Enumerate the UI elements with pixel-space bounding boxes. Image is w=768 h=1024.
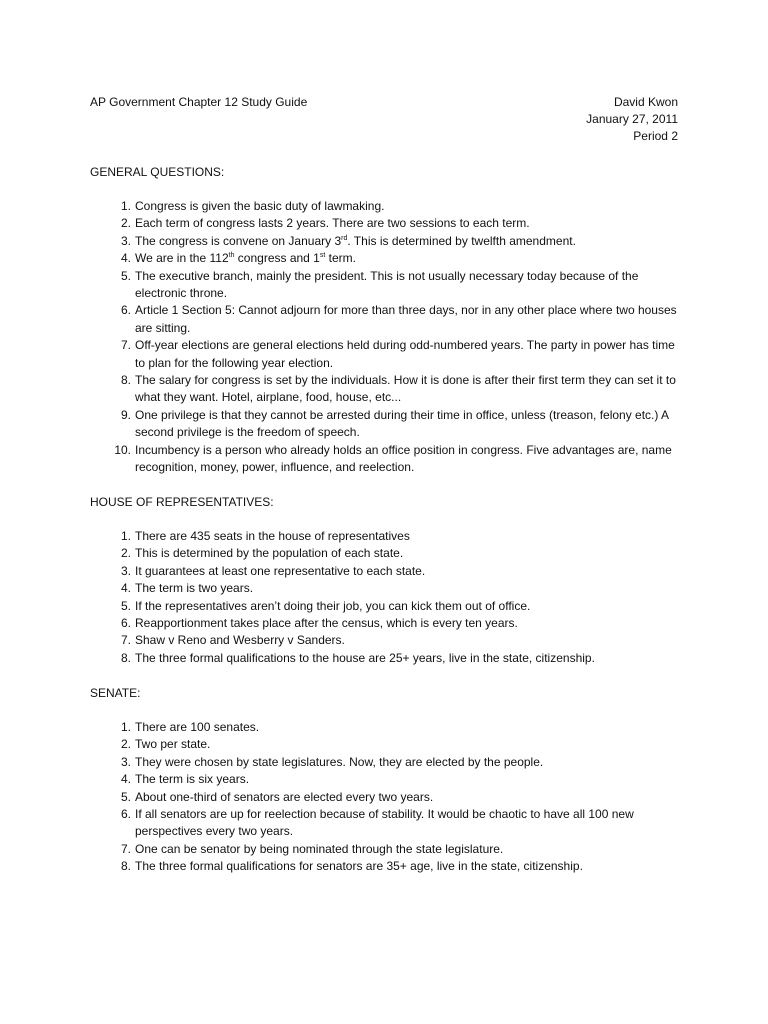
list-item-text: If the representatives aren’t doing their job, you can kick them out of office. <box>135 598 531 613</box>
list-item <box>90 233 678 250</box>
list-item-text <box>135 250 678 267</box>
section-heading: HOUSE OF REPRESENTATIVES: <box>90 495 274 509</box>
general-questions-list <box>90 198 678 477</box>
list-item-text: Incumbency is a person who already holds an office position in congress. Five advantages are, name recognition, money, power, influence, and reelection. <box>135 442 672 475</box>
list-item-number: 9. <box>120 407 131 422</box>
list-item-text: Congress is given the basic duty of lawmaking. <box>135 199 385 213</box>
list-item-number: 5. <box>120 598 131 613</box>
text-fragment: . This is determined by twelfth amendment. <box>347 233 576 248</box>
list-item-number: 2. <box>120 546 131 561</box>
list-item-number: 7. <box>120 841 131 856</box>
list-item-text: The three formal qualifications for senators are 35+ age, live in the state, citizenship. <box>135 859 583 874</box>
text-fragment: The congress is convene on January 3 <box>135 233 342 248</box>
list-item-text: About one-third of senators are elected every two years. <box>135 789 434 804</box>
list-item-text: The three formal qualifications to the house are 25+ years, live in the state, citizenship. <box>135 650 595 665</box>
list-item-number: 8. <box>120 650 131 665</box>
list-item-text: The executive branch, mainly the president. This is not usually necessary today because of the electronic throne. <box>135 268 639 301</box>
senate-list <box>90 719 678 876</box>
list-item <box>90 771 678 788</box>
list-item <box>90 858 678 875</box>
text-fragment: term. <box>325 251 356 266</box>
list-item <box>90 580 678 597</box>
list-item <box>90 598 678 615</box>
list-item <box>90 719 678 736</box>
list-item <box>90 650 678 667</box>
list-item <box>90 841 678 858</box>
class-period: Period 2 <box>633 129 678 143</box>
list-item-number: 4. <box>120 772 131 787</box>
list-item <box>90 545 678 562</box>
list-item-text: Off-year elections are general elections held during odd-numbered years. The party in power has time to plan for the following year election. <box>135 338 675 370</box>
list-item <box>90 250 678 267</box>
list-item-number: 7. <box>120 338 131 353</box>
list-item-number: 2. <box>120 737 131 752</box>
document-date: January 27, 2011 <box>586 112 678 126</box>
list-item-text: There are 435 seats in the house of representatives <box>135 529 410 543</box>
text-fragment: We are in the 112 <box>135 251 229 266</box>
document-title: AP Government Chapter 12 Study Guide <box>90 95 308 109</box>
list-item-number: 3. <box>120 233 131 248</box>
list-item-text: This is determined by the population of each state. <box>135 546 404 561</box>
list-item <box>90 615 678 632</box>
list-item-number: 8. <box>120 859 131 874</box>
list-item <box>90 754 678 771</box>
list-item-text <box>135 233 678 250</box>
list-item <box>90 789 678 806</box>
list-item-number: 7. <box>120 633 131 648</box>
list-item-number: 5. <box>120 268 131 283</box>
list-item <box>90 198 678 215</box>
list-item <box>90 302 678 337</box>
general-questions-section <box>90 164 678 477</box>
author-name: David Kwon <box>613 95 678 109</box>
list-item <box>90 736 678 753</box>
list-item-number: 4. <box>120 581 131 596</box>
section-heading: GENERAL QUESTIONS: <box>90 165 225 179</box>
house-list <box>90 528 678 667</box>
list-item-number: 3. <box>120 563 131 578</box>
list-item-text: They were chosen by state legislatures. Now, they are elected by the people. <box>135 754 544 769</box>
list-item-text: One privilege is that they cannot be arrested during their time in office, unless (treason, felony etc.) A second privilege is the freedom of speech. <box>135 407 669 440</box>
list-item <box>90 372 678 407</box>
list-item <box>90 268 678 303</box>
list-item-text: The term is two years. <box>135 581 254 596</box>
list-item-text: The term is six years. <box>135 772 250 787</box>
list-item-text: It guarantees at least one representative to each state. <box>135 563 426 578</box>
list-item-number: 6. <box>120 807 131 822</box>
list-item-number: 6. <box>120 616 131 631</box>
superscript: st <box>319 252 326 260</box>
list-item-number: 1. <box>120 529 131 543</box>
list-item-number: 8. <box>120 373 131 388</box>
list-item-text: Each term of congress lasts 2 years. There are two sessions to each term. <box>135 216 530 231</box>
list-item <box>90 563 678 580</box>
list-item-text: Article 1 Section 5: Cannot adjourn for more than three days, nor in any other place where two houses are sitting. <box>135 303 677 335</box>
list-item <box>90 215 678 232</box>
section-heading: SENATE: <box>90 686 141 700</box>
superscript: th <box>228 252 235 260</box>
senate-section <box>90 685 678 876</box>
list-item <box>90 442 678 477</box>
superscript: rd <box>341 234 348 242</box>
list-item-number: 5. <box>120 789 131 804</box>
list-item-text: There are 100 senates. <box>135 720 260 734</box>
list-item-text: Shaw v Reno and Wesberry v Sanders. <box>135 633 345 648</box>
list-item <box>90 806 678 841</box>
list-item-number: 6. <box>120 303 131 318</box>
list-item-number: 3. <box>120 754 131 769</box>
list-item-text: If all senators are up for reelection because of stability. It would be chaotic to have all 100 new perspectives every two years. <box>135 807 634 839</box>
list-item-number: 1. <box>120 199 131 213</box>
house-section <box>90 494 678 667</box>
document-meta <box>586 94 678 145</box>
list-item-number: 10. <box>114 442 131 457</box>
list-item-text: The salary for congress is set by the individuals. How it is done is after their first term they can set it to what they want. Hotel, airplane, food, house, etc... <box>135 373 676 405</box>
list-item-text: One can be senator by being nominated through the state legislature. <box>135 841 504 856</box>
list-item-number: 1. <box>120 720 131 734</box>
list-item <box>90 632 678 649</box>
text-fragment: congress and 1 <box>234 251 320 266</box>
list-item-text: Reapportionment takes place after the census, which is every ten years. <box>135 616 518 631</box>
list-item-number: 4. <box>120 251 131 266</box>
list-item-number: 2. <box>120 216 131 231</box>
list-item <box>90 528 678 545</box>
list-item <box>90 337 678 372</box>
list-item-text: Two per state. <box>135 737 211 752</box>
list-item <box>90 407 678 442</box>
